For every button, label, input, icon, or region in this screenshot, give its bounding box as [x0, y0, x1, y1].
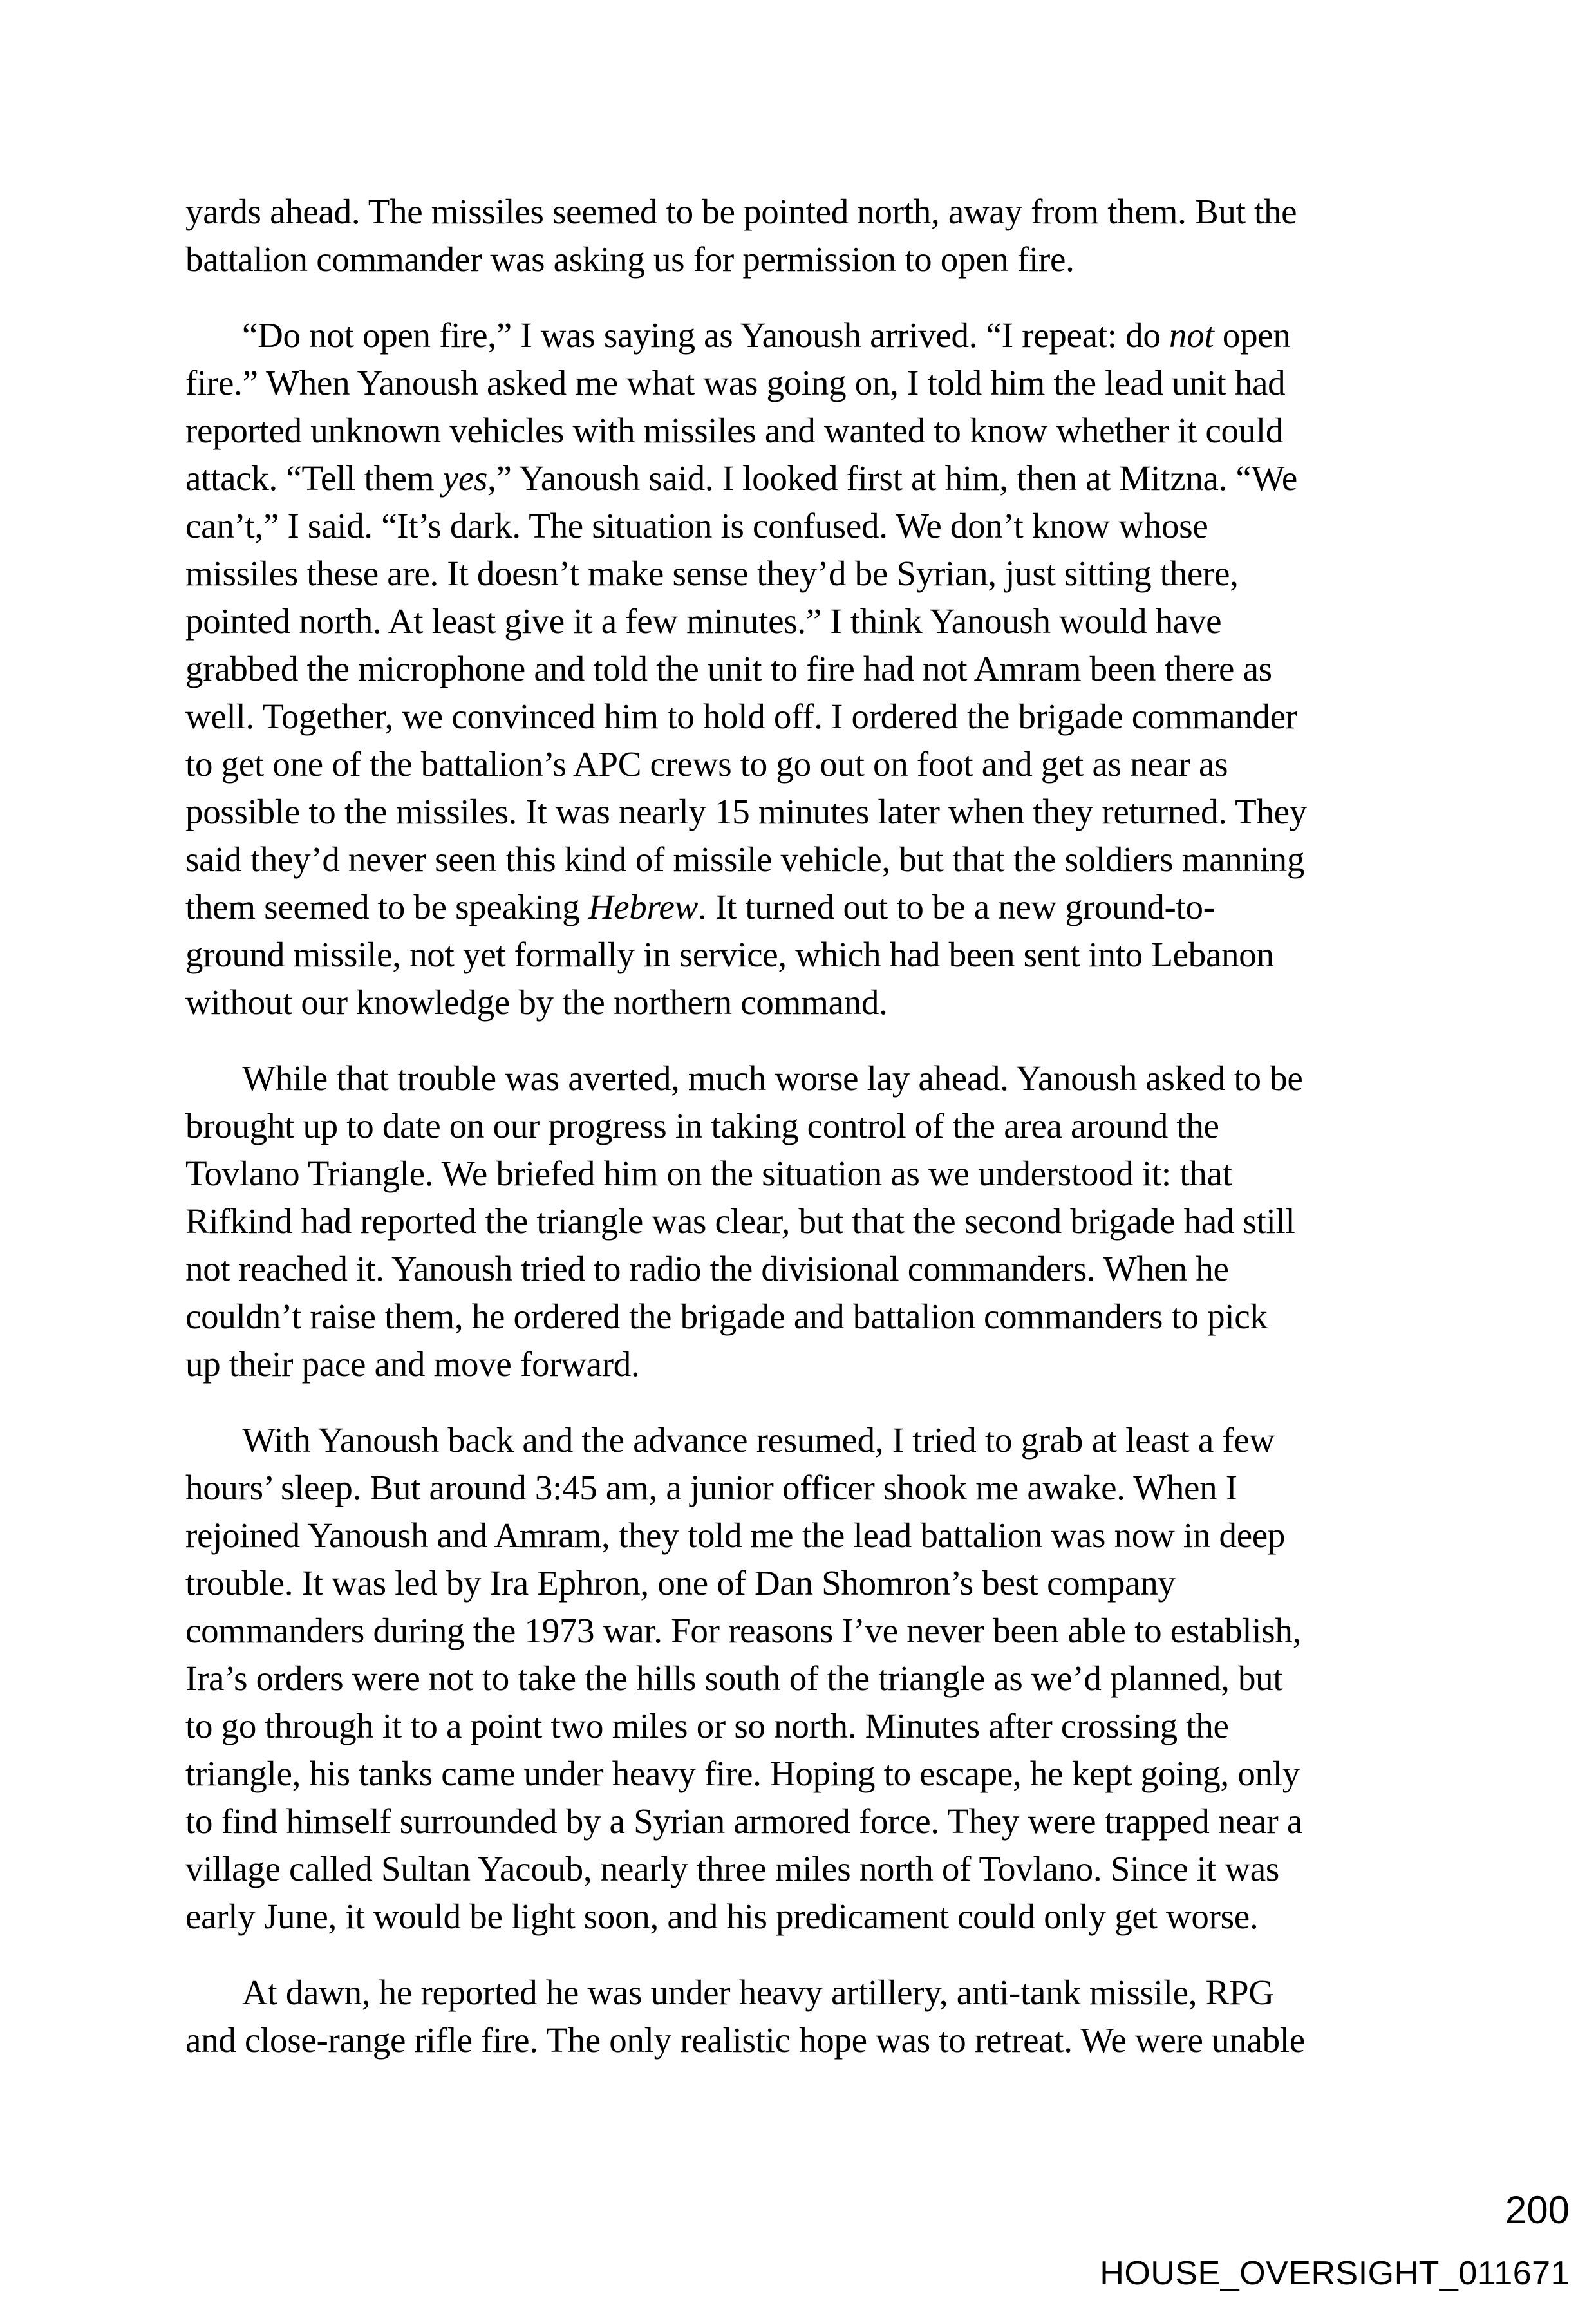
text-line: commanders during the 1973 war. For reasons I’ve never been able to establish, [185, 1611, 1302, 1650]
text-line: rejoined Yanoush and Amram, they told me the lead battalion was now in deep [185, 1516, 1286, 1555]
text-line: With Yanoush back and the advance resumed, I tried to grab at least a few [242, 1420, 1275, 1460]
text-line: attack. “Tell them yes,” Yanoush said. I looked first at him, then at Mitzna. “We [185, 458, 1297, 498]
bates-stamp: HOUSE_OVERSIGHT_011671 [1100, 2255, 1570, 2292]
text-line: to find himself surrounded by a Syrian armored force. They were trapped near a [185, 1801, 1302, 1841]
text-line: Tovlano Triangle. We briefed him on the situation as we understood it: that [185, 1154, 1232, 1193]
text-line: triangle, his tanks came under heavy fire. Hoping to escape, he kept going, only [185, 1754, 1300, 1793]
text-line: village called Sultan Yacoub, nearly three miles north of Tovlano. Since it was [185, 1849, 1279, 1888]
text-line: them seemed to be speaking Hebrew. It turned out to be a new ground-to- [185, 887, 1215, 926]
text-line: yards ahead. The missiles seemed to be pointed north, away from them. But the [185, 192, 1297, 231]
text-line: At dawn, he reported he was under heavy artillery, anti-tank missile, RPG [242, 1973, 1274, 2012]
text-line: fire.” When Yanoush asked me what was going on, I told him the lead unit had [185, 363, 1286, 402]
text-line: grabbed the microphone and told the unit to fire had not Amram been there as [185, 649, 1272, 688]
text-line: pointed north. At least give it a few minutes.” I think Yanoush would have [185, 601, 1222, 641]
paragraph [185, 1416, 1447, 1941]
text-line: possible to the missiles. It was nearly 15 minutes later when they returned. They [185, 792, 1307, 831]
text-line: missiles these are. It doesn’t make sense they’d be Syrian, just sitting there, [185, 554, 1239, 593]
page-number: 200 [1505, 2188, 1570, 2232]
paragraph [185, 312, 1447, 1026]
text-line: well. Together, we convinced him to hold off. I ordered the brigade commander [185, 697, 1297, 736]
text-line: can’t,” I said. “It’s dark. The situation is confused. We don’t know whose [185, 506, 1208, 545]
text-line: early June, it would be light soon, and his predicament could only get worse. [185, 1897, 1259, 1936]
text-line: brought up to date on our progress in taking control of the area around the [185, 1106, 1219, 1145]
paragraph [185, 1055, 1447, 1388]
text-line: reported unknown vehicles with missiles and wanted to know whether it could [185, 411, 1284, 450]
text-line: up their pace and move forward. [185, 1344, 640, 1384]
text-line: Rifkind had reported the triangle was clear, but that the second brigade had still [185, 1201, 1295, 1241]
text-line: to go through it to a point two miles or so north. Minutes after crossing the [185, 1706, 1229, 1745]
text-line: Ira’s orders were not to take the hills south of the triangle as we’d planned, but [185, 1659, 1283, 1698]
text-line: not reached it. Yanoush tried to radio the divisional commanders. When he [185, 1249, 1229, 1288]
text-line: couldn’t raise them, he ordered the brigade and battalion commanders to pick [185, 1297, 1268, 1336]
text-line: battalion commander was asking us for permission to open fire. [185, 240, 1075, 279]
text-line: said they’d never seen this kind of missile vehicle, but that the soldiers manning [185, 840, 1305, 879]
text-line: “Do not open fire,” I was saying as Yanoush arrived. “I repeat: do not open [242, 315, 1291, 355]
text-line: and close-range rifle fire. The only realistic hope was to retreat. We were unable [185, 2020, 1305, 2060]
paragraph [185, 188, 1447, 283]
text-line: hours’ sleep. But around 3:45 am, a junior officer shook me awake. When I [185, 1468, 1237, 1507]
text-line: While that trouble was averted, much worse lay ahead. Yanoush asked to be [242, 1058, 1303, 1098]
page-text [185, 188, 1447, 2064]
paragraph [185, 1969, 1447, 2064]
text-line: without our knowledge by the northern command. [185, 982, 888, 1022]
text-line: to get one of the battalion’s APC crews to go out on foot and get as near as [185, 744, 1228, 784]
text-line: trouble. It was led by Ira Ephron, one of Dan Shomron’s best company [185, 1563, 1176, 1603]
text-line: ground missile, not yet formally in service, which had been sent into Lebanon [185, 935, 1274, 974]
